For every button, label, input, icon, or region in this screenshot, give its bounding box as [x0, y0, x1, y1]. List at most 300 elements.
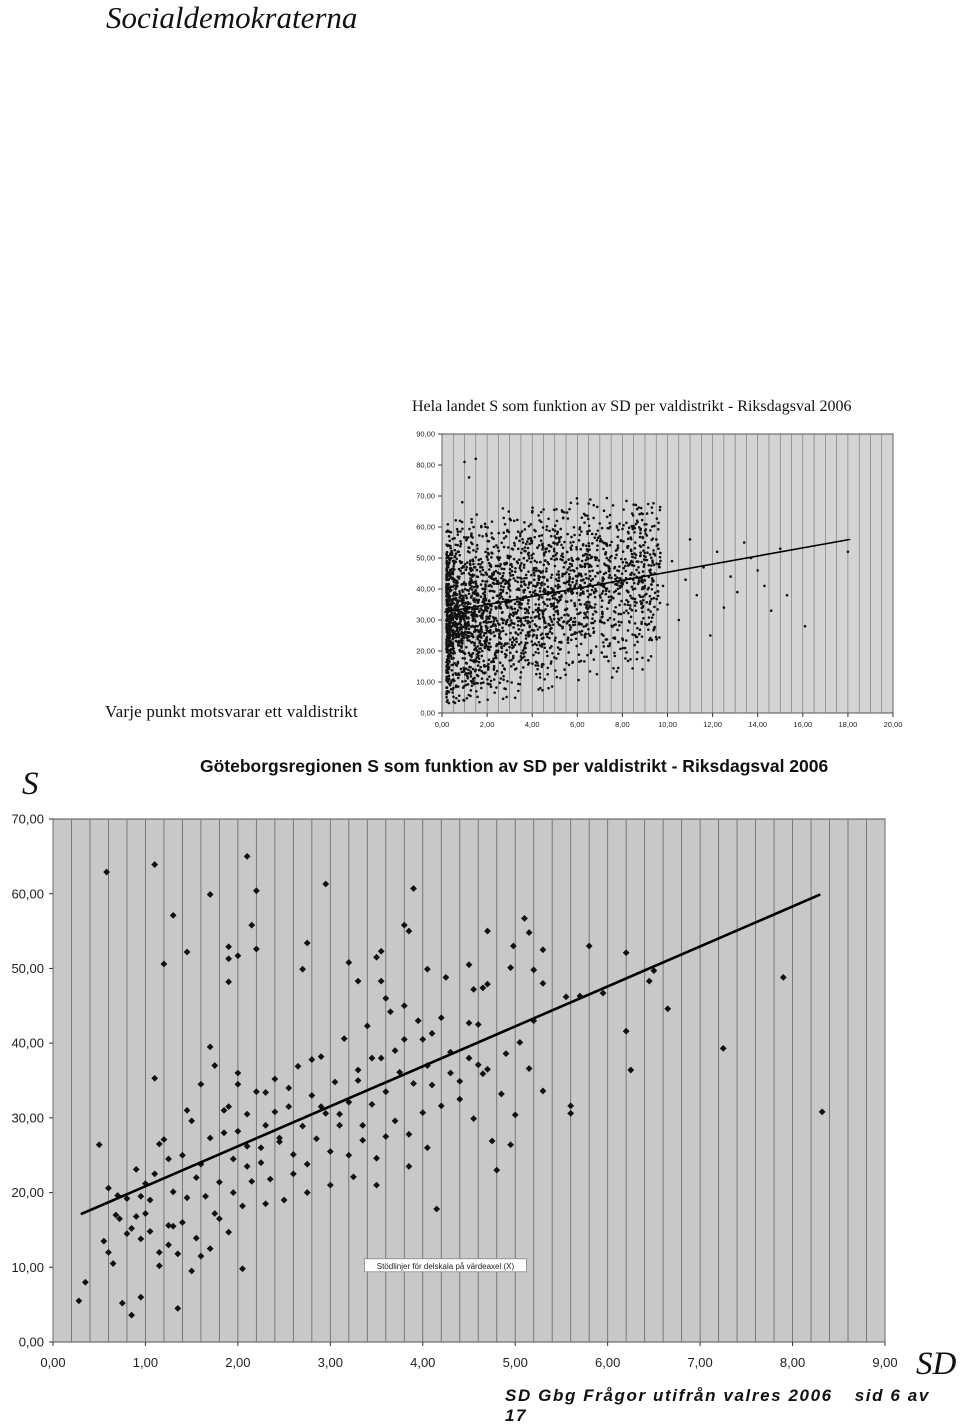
data-point	[644, 622, 647, 625]
data-point	[525, 574, 528, 577]
data-point	[631, 561, 634, 564]
data-point	[556, 621, 559, 624]
data-point	[627, 545, 630, 548]
data-point	[555, 610, 558, 613]
data-point	[600, 651, 603, 654]
data-point	[633, 531, 636, 534]
data-point	[578, 572, 581, 575]
data-point	[445, 569, 448, 572]
data-point	[571, 544, 574, 547]
data-point	[566, 581, 569, 584]
data-point	[656, 517, 659, 520]
data-point	[596, 529, 599, 532]
data-point	[500, 651, 503, 654]
x-tick-label: 6,00	[569, 720, 585, 729]
data-point	[599, 596, 602, 599]
data-point	[514, 696, 517, 699]
data-point	[483, 632, 486, 635]
data-point	[480, 655, 483, 658]
data-point	[566, 511, 569, 514]
data-point	[640, 580, 643, 583]
data-point	[611, 676, 614, 679]
data-point	[537, 628, 540, 631]
data-point	[636, 641, 639, 644]
data-point	[578, 528, 581, 531]
data-point	[575, 558, 578, 561]
data-point	[499, 588, 502, 591]
data-point	[542, 616, 545, 619]
data-point	[523, 521, 526, 524]
data-point	[481, 580, 484, 583]
data-point	[642, 544, 645, 547]
data-point	[495, 582, 498, 585]
data-point	[580, 623, 583, 626]
data-point	[552, 555, 555, 558]
data-point	[568, 664, 571, 667]
data-point	[452, 688, 455, 691]
data-point	[609, 599, 612, 602]
data-point	[502, 507, 505, 510]
data-point	[478, 661, 481, 664]
data-point	[538, 617, 541, 620]
data-point	[550, 645, 553, 648]
data-point	[556, 520, 559, 523]
data-point	[505, 620, 508, 623]
data-point	[498, 635, 501, 638]
x-tick-label: 8,00	[779, 1355, 806, 1370]
data-point	[546, 636, 549, 639]
data-point	[531, 510, 534, 513]
data-point	[655, 638, 658, 641]
data-point	[506, 592, 509, 595]
data-point	[570, 557, 573, 560]
data-point	[452, 695, 455, 698]
data-point	[486, 548, 489, 551]
data-point	[513, 639, 516, 642]
data-point	[629, 562, 632, 565]
data-point	[634, 547, 637, 550]
data-point	[475, 550, 478, 553]
data-point	[478, 647, 481, 650]
data-point	[625, 561, 628, 564]
data-point	[649, 595, 652, 598]
data-point	[450, 681, 453, 684]
data-point	[640, 507, 643, 510]
data-point	[651, 580, 654, 583]
data-point	[454, 555, 457, 558]
data-point	[465, 594, 468, 597]
data-point	[613, 652, 616, 655]
data-point	[543, 583, 546, 586]
data-point	[631, 586, 634, 589]
data-point	[571, 581, 574, 584]
data-point	[447, 596, 450, 599]
data-point	[578, 623, 581, 626]
data-point	[641, 519, 644, 522]
data-point	[543, 678, 546, 681]
data-point	[538, 641, 541, 644]
data-point	[473, 566, 476, 569]
data-point	[551, 685, 554, 688]
data-point	[649, 529, 652, 532]
data-point	[468, 628, 471, 631]
data-point	[599, 540, 602, 543]
data-point	[615, 554, 618, 557]
x-tick-label: 0,00	[40, 1355, 66, 1370]
data-point	[804, 625, 807, 628]
annotation-label: Stödlinjer för delskala på värdeaxel (X)	[376, 1261, 515, 1271]
data-point	[458, 694, 461, 697]
data-point	[649, 602, 652, 605]
data-point	[580, 643, 583, 646]
data-point	[458, 590, 461, 593]
data-point	[594, 596, 597, 599]
data-point	[556, 676, 559, 679]
data-point	[729, 575, 732, 578]
x-tick-label: 10,00	[658, 720, 677, 729]
data-point	[466, 674, 469, 677]
data-point	[478, 642, 481, 645]
data-point	[586, 589, 589, 592]
data-point	[633, 564, 636, 567]
data-point	[550, 660, 553, 663]
data-point	[659, 552, 662, 555]
data-point	[618, 604, 621, 607]
data-point	[484, 671, 487, 674]
y-tick-label: 0,00	[420, 708, 435, 718]
data-point	[619, 648, 622, 651]
data-point	[468, 624, 471, 627]
data-point	[581, 516, 584, 519]
data-point	[553, 614, 556, 617]
data-point	[451, 624, 454, 627]
data-point	[461, 650, 464, 653]
data-point	[495, 544, 498, 547]
data-point	[461, 521, 464, 524]
data-point	[517, 600, 520, 603]
data-point	[484, 588, 487, 591]
data-point	[535, 567, 538, 570]
data-point	[508, 583, 511, 586]
data-point	[448, 539, 451, 542]
data-point	[557, 573, 560, 576]
data-point	[537, 607, 540, 610]
data-point	[643, 555, 646, 558]
data-point	[464, 612, 467, 615]
data-point	[512, 663, 515, 666]
data-point	[578, 630, 581, 633]
data-point	[579, 603, 582, 606]
data-point	[559, 677, 562, 680]
data-point	[530, 523, 533, 526]
data-point	[522, 541, 525, 544]
data-point	[539, 587, 542, 590]
data-point	[656, 608, 659, 611]
data-point	[468, 611, 471, 614]
data-point	[518, 567, 521, 570]
data-point	[450, 531, 453, 534]
data-point	[458, 604, 461, 607]
data-point	[484, 594, 487, 597]
data-point	[496, 595, 499, 598]
data-point	[486, 526, 489, 529]
data-point	[587, 628, 590, 631]
data-point	[472, 526, 475, 529]
data-point	[614, 574, 617, 577]
data-point	[519, 683, 522, 686]
data-point	[535, 644, 538, 647]
data-point	[617, 621, 620, 624]
data-point	[515, 650, 518, 653]
data-point	[497, 546, 500, 549]
data-point	[457, 661, 460, 664]
data-point	[492, 582, 495, 585]
data-point	[544, 559, 547, 562]
data-point	[524, 612, 527, 615]
data-point	[456, 544, 459, 547]
data-point	[465, 625, 468, 628]
data-point	[630, 616, 633, 619]
data-point	[486, 698, 489, 701]
data-point	[629, 594, 632, 597]
data-point	[593, 591, 596, 594]
data-point	[474, 556, 477, 559]
data-point	[494, 655, 497, 658]
data-point	[609, 642, 612, 645]
data-point	[503, 687, 506, 690]
data-point	[457, 630, 460, 633]
data-point	[786, 594, 789, 597]
data-point	[639, 528, 642, 531]
data-point	[608, 570, 611, 573]
data-point	[495, 645, 498, 648]
data-point	[537, 514, 540, 517]
data-point	[459, 545, 462, 548]
data-point	[552, 623, 555, 626]
data-point	[616, 584, 619, 587]
data-point	[639, 595, 642, 598]
data-point	[519, 564, 522, 567]
data-point	[501, 627, 504, 630]
data-point	[504, 582, 507, 585]
data-point	[586, 611, 589, 614]
data-point	[488, 599, 491, 602]
data-point	[600, 616, 603, 619]
data-point	[756, 569, 759, 572]
data-point	[576, 497, 579, 500]
data-point	[575, 632, 578, 635]
data-point	[641, 586, 644, 589]
data-point	[512, 577, 515, 580]
data-point	[517, 690, 520, 693]
data-point	[498, 606, 501, 609]
data-point	[689, 538, 692, 541]
data-point	[545, 570, 548, 573]
data-point	[524, 546, 527, 549]
data-point	[512, 636, 515, 639]
data-point	[610, 577, 613, 580]
data-point	[484, 551, 487, 554]
data-point	[471, 681, 474, 684]
data-point	[484, 580, 487, 583]
data-point	[646, 534, 649, 537]
data-point	[520, 552, 523, 555]
data-point	[634, 587, 637, 590]
data-point	[547, 623, 550, 626]
data-point	[618, 613, 621, 616]
data-point	[477, 563, 480, 566]
data-point	[588, 564, 591, 567]
data-point	[560, 641, 563, 644]
data-point	[475, 513, 478, 516]
data-point	[548, 530, 551, 533]
data-point	[467, 546, 470, 549]
data-point	[593, 658, 596, 661]
data-point	[447, 604, 450, 607]
data-point	[445, 592, 448, 595]
data-point	[445, 686, 448, 689]
data-point	[550, 603, 553, 606]
data-point	[470, 672, 473, 675]
data-point	[618, 624, 621, 627]
data-point	[458, 699, 461, 702]
data-point	[528, 525, 531, 528]
data-point	[575, 575, 578, 578]
data-point	[464, 610, 467, 613]
data-point	[559, 648, 562, 651]
data-point	[521, 548, 524, 551]
data-point	[554, 524, 557, 527]
data-point	[544, 608, 547, 611]
data-point	[601, 599, 604, 602]
data-point	[553, 594, 556, 597]
data-point	[514, 631, 517, 634]
data-point	[460, 567, 463, 570]
data-point	[641, 635, 644, 638]
data-point	[553, 550, 556, 553]
data-point	[594, 588, 597, 591]
data-point	[517, 616, 520, 619]
data-point	[609, 514, 612, 517]
data-point	[559, 528, 562, 531]
data-point	[476, 600, 479, 603]
data-point	[635, 601, 638, 604]
data-point	[530, 537, 533, 540]
data-point	[534, 603, 537, 606]
data-point	[476, 682, 479, 685]
data-point	[569, 584, 572, 587]
data-point	[590, 579, 593, 582]
data-point	[463, 669, 466, 672]
data-point	[649, 610, 652, 613]
data-point	[635, 504, 638, 507]
data-point	[602, 641, 605, 644]
data-point	[635, 609, 638, 612]
data-point	[524, 584, 527, 587]
data-point	[586, 654, 589, 657]
data-point	[454, 581, 457, 584]
data-point	[561, 509, 564, 512]
data-point	[567, 651, 570, 654]
data-point	[457, 677, 460, 680]
data-point	[459, 540, 462, 543]
data-point	[642, 537, 645, 540]
data-point	[473, 642, 476, 645]
data-point	[539, 590, 542, 593]
data-point	[489, 564, 492, 567]
data-point	[470, 675, 473, 678]
data-point	[544, 603, 547, 606]
data-point	[508, 646, 511, 649]
data-point	[650, 556, 653, 559]
data-point	[649, 600, 652, 603]
data-point	[558, 623, 561, 626]
data-point	[642, 570, 645, 573]
data-point	[454, 560, 457, 563]
data-point	[470, 611, 473, 614]
data-point	[460, 628, 463, 631]
data-point	[520, 603, 523, 606]
data-point	[480, 628, 483, 631]
data-point	[525, 543, 528, 546]
data-point	[602, 645, 605, 648]
data-point	[492, 631, 495, 634]
data-point	[608, 644, 611, 647]
data-point	[642, 549, 645, 552]
data-point	[502, 580, 505, 583]
data-point	[589, 575, 592, 578]
data-point	[447, 628, 450, 631]
data-point	[452, 629, 455, 632]
data-point	[650, 620, 653, 623]
data-point	[546, 673, 549, 676]
data-point	[541, 542, 544, 545]
data-point	[469, 574, 472, 577]
data-point	[570, 536, 573, 539]
data-point	[510, 563, 513, 566]
data-point	[448, 631, 451, 634]
data-point	[643, 523, 646, 526]
data-point	[602, 578, 605, 581]
data-point	[524, 659, 527, 662]
data-point	[476, 569, 479, 572]
data-point	[606, 607, 609, 610]
data-point	[516, 581, 519, 584]
data-point	[629, 658, 632, 661]
data-point	[490, 621, 493, 624]
data-point	[482, 681, 485, 684]
data-point	[605, 655, 608, 658]
data-point	[460, 645, 463, 648]
data-point	[583, 617, 586, 620]
data-point	[510, 619, 513, 622]
data-point	[540, 609, 543, 612]
data-point	[591, 569, 594, 572]
data-point	[514, 668, 517, 671]
data-point	[466, 597, 469, 600]
data-point	[557, 601, 560, 604]
data-point	[527, 659, 530, 662]
data-point	[562, 516, 565, 519]
data-point	[512, 548, 515, 551]
y-tick-label: 60,00	[11, 886, 44, 902]
data-point	[587, 502, 590, 505]
data-point	[504, 642, 507, 645]
data-point	[651, 588, 654, 591]
data-point	[616, 629, 619, 632]
data-point	[542, 546, 545, 549]
data-point	[639, 555, 642, 558]
